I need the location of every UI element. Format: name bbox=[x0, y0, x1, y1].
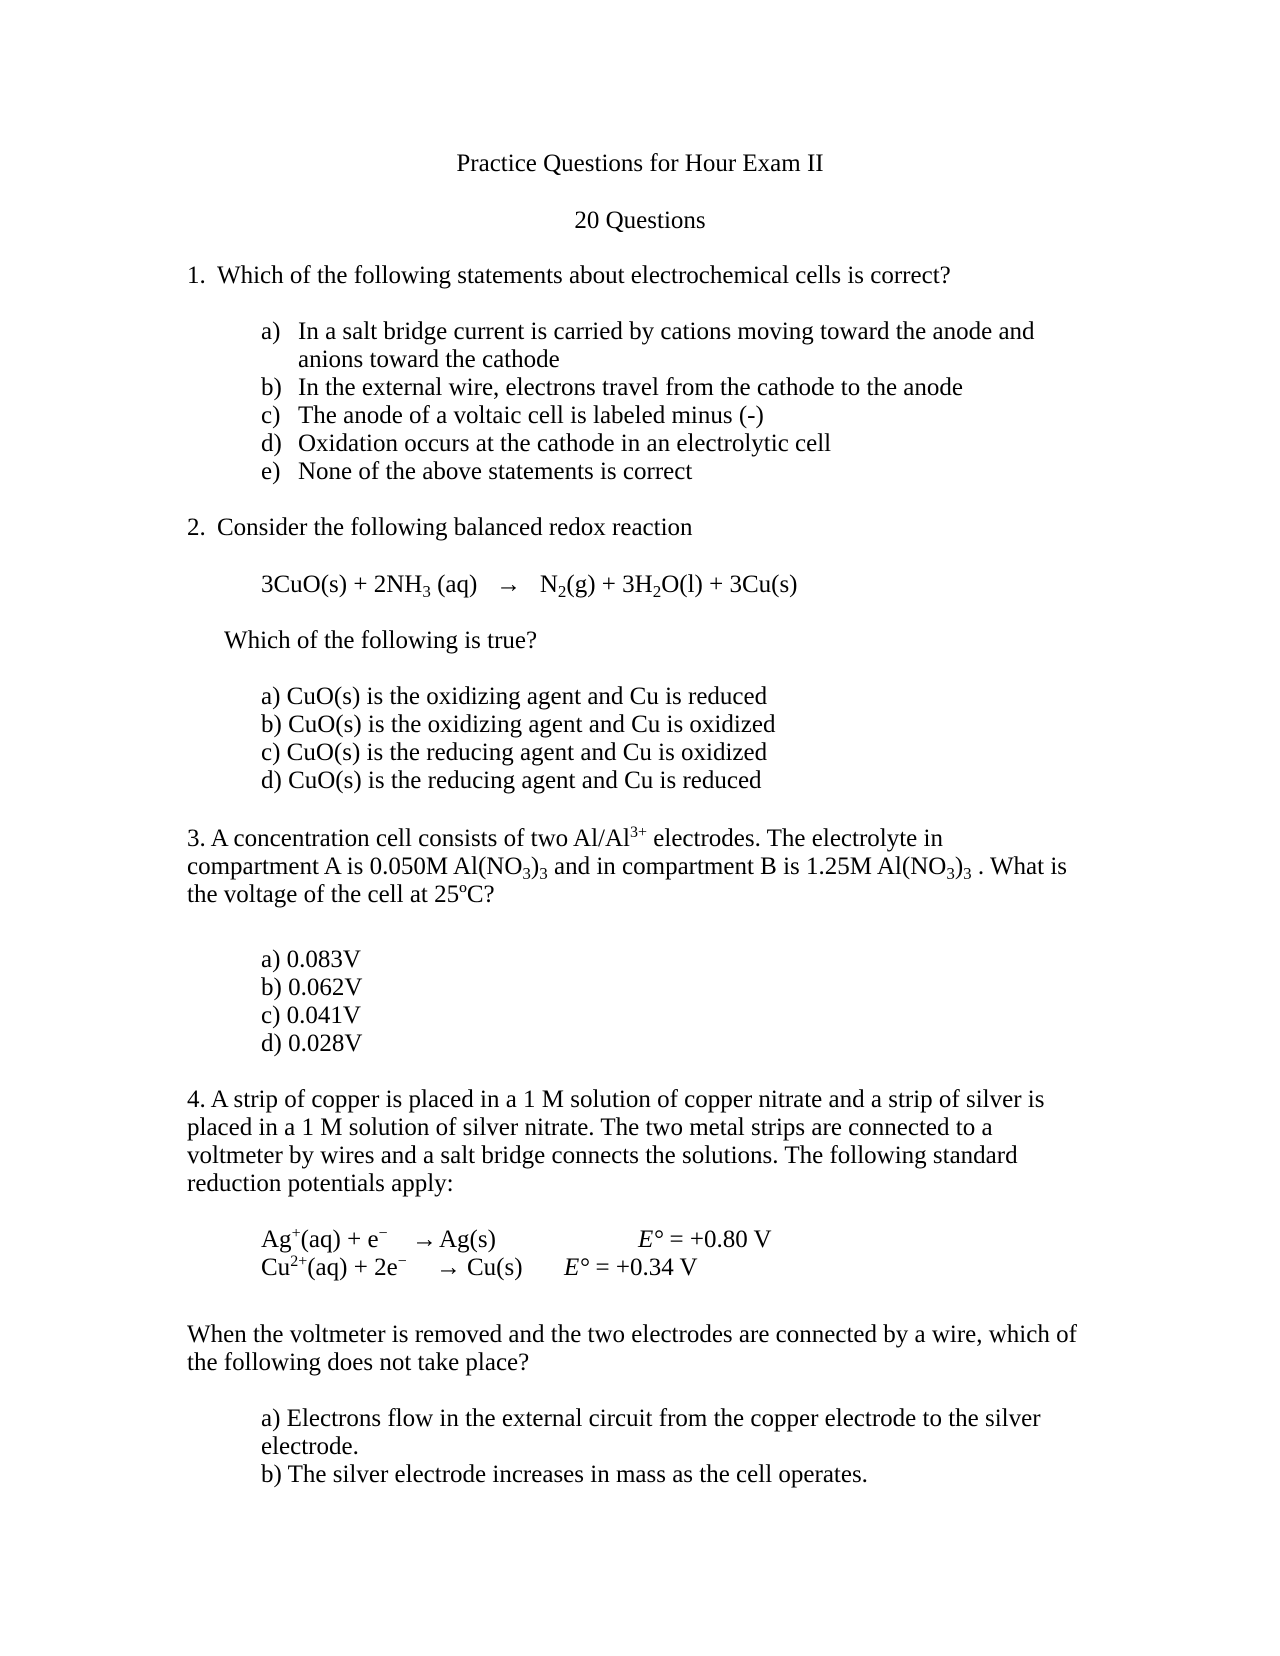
q3-option-a: a) 0.083V bbox=[261, 946, 361, 973]
reactant-state: (aq) bbox=[430, 571, 478, 598]
question-1-stem: Which of the following statements about electrochemical cells is correct? bbox=[217, 262, 951, 289]
reactant: (aq) + 2e bbox=[307, 1254, 398, 1281]
subscript: 3 bbox=[963, 864, 972, 883]
standard-potential-silver bbox=[638, 1226, 772, 1254]
option-label: e) bbox=[261, 458, 281, 485]
half-reaction-copper bbox=[261, 1254, 407, 1282]
reaction-arrow: → bbox=[496, 571, 522, 598]
product-cu: O(l) + 3Cu(s) bbox=[661, 571, 798, 598]
e-value: = +0.80 V bbox=[663, 1226, 772, 1253]
option-text: The anode of a voltaic cell is labeled minus (-) bbox=[298, 402, 764, 429]
question-2-number: 2. bbox=[187, 514, 206, 541]
option-text: None of the above statements is correct bbox=[298, 458, 693, 485]
reactants: 3CuO(s) + 2NH bbox=[261, 571, 423, 598]
superscript: − bbox=[378, 1225, 388, 1242]
subscript: 3 bbox=[522, 864, 531, 883]
q4-option-b: b) The silver electrode increases in mass as the cell operates. bbox=[261, 1461, 868, 1488]
half-reaction-product: Cu(s) bbox=[467, 1254, 523, 1281]
question-4-stem-line-4: reduction potentials apply: bbox=[187, 1170, 454, 1197]
e-symbol: E° bbox=[638, 1226, 664, 1253]
q3-text: compartment A is 0.050M Al(NO bbox=[187, 853, 523, 880]
q2-option-a: a) CuO(s) is the oxidizing agent and Cu is reduced bbox=[261, 683, 768, 710]
half-reaction-silver bbox=[261, 1226, 388, 1254]
superscript: + bbox=[291, 1225, 301, 1242]
question-4-prompt-line-2: the following does not take place? bbox=[187, 1349, 530, 1376]
question-1-number: 1. bbox=[187, 262, 206, 289]
superscript: − bbox=[397, 1253, 407, 1270]
ion: Ag bbox=[261, 1226, 292, 1253]
page-title: Practice Questions for Hour Exam II bbox=[456, 150, 824, 177]
q3-option-d: d) 0.028V bbox=[261, 1030, 363, 1057]
q4-option-a-cont: electrode. bbox=[261, 1433, 359, 1460]
q2-option-c: c) CuO(s) is the reducing agent and Cu is oxidized bbox=[261, 739, 768, 766]
page-subtitle: 20 Questions bbox=[574, 207, 706, 234]
question-2-stem: Consider the following balanced redox reaction bbox=[217, 514, 693, 541]
product-water: (g) + 3H bbox=[566, 571, 653, 598]
q2-option-b: b) CuO(s) is the oxidizing agent and Cu is oxidized bbox=[261, 711, 776, 738]
half-reaction-arrow: → bbox=[436, 1254, 461, 1281]
half-reaction-product: Ag(s) bbox=[439, 1226, 496, 1253]
superscript: 3+ bbox=[630, 824, 648, 841]
e-symbol: E° bbox=[564, 1254, 590, 1281]
q3-text: ) bbox=[954, 853, 964, 880]
q3-text: . What is bbox=[971, 853, 1068, 880]
e-value: = +0.34 V bbox=[589, 1254, 698, 1281]
option-text: In a salt bridge current is carried by cations moving toward the anode and bbox=[298, 318, 1035, 345]
q3-text: and in compartment B is 1.25M Al(NO bbox=[547, 853, 947, 880]
q2-option-d: d) CuO(s) is the reducing agent and Cu is reduced bbox=[261, 767, 762, 794]
q4-option-a: a) Electrons flow in the external circuit from the copper electrode to the silver bbox=[261, 1405, 1041, 1432]
option-label: d) bbox=[261, 430, 282, 457]
option-text: In the external wire, electrons travel from the cathode to the anode bbox=[298, 374, 963, 401]
option-text-cont: anions toward the cathode bbox=[298, 346, 560, 373]
question-4-stem-line-3: voltmeter by wires and a salt bridge connects the solutions. The following standard bbox=[187, 1142, 1018, 1169]
q3-text: 3. A concentration cell consists of two Al/Al bbox=[187, 825, 630, 852]
option-text: Oxidation occurs at the cathode in an electrolytic cell bbox=[298, 430, 832, 457]
question-3-line-2 bbox=[187, 853, 1067, 881]
question-4-stem-line-1: 4. A strip of copper is placed in a 1 M solution of copper nitrate and a strip of silver is bbox=[187, 1086, 1045, 1113]
question-4-stem-line-2: placed in a 1 M solution of silver nitrate. The two metal strips are connected to a bbox=[187, 1114, 993, 1141]
superscript: 2+ bbox=[290, 1253, 308, 1270]
question-2-prompt: Which of the following is true? bbox=[224, 627, 538, 654]
question-3-line-1 bbox=[187, 825, 943, 853]
half-reaction-arrow: → bbox=[412, 1226, 437, 1253]
subscript: 2 bbox=[652, 582, 662, 601]
q3-text: electrodes. The electrolyte in bbox=[647, 825, 943, 852]
reactant: (aq) + e bbox=[300, 1226, 379, 1253]
question-4-prompt-line-1: When the voltmeter is removed and the two electrodes are connected by a wire, which of bbox=[187, 1321, 1077, 1348]
q3-text: ) bbox=[530, 853, 540, 880]
product-n2: N bbox=[539, 571, 558, 598]
q3-option-c: c) 0.041V bbox=[261, 1002, 361, 1029]
redox-equation bbox=[261, 571, 798, 599]
option-label: c) bbox=[261, 402, 281, 429]
subscript: 3 bbox=[946, 864, 955, 883]
subscript: 3 bbox=[539, 864, 548, 883]
subscript: 3 bbox=[422, 582, 431, 601]
ion: Cu bbox=[261, 1254, 291, 1281]
option-label: b) bbox=[261, 374, 282, 401]
q3-option-b: b) 0.062V bbox=[261, 974, 363, 1001]
standard-potential-copper bbox=[564, 1254, 698, 1282]
subscript: 2 bbox=[557, 582, 567, 601]
option-label: a) bbox=[261, 318, 281, 345]
question-3-line-3: the voltage of the cell at 25ºC? bbox=[187, 881, 495, 908]
